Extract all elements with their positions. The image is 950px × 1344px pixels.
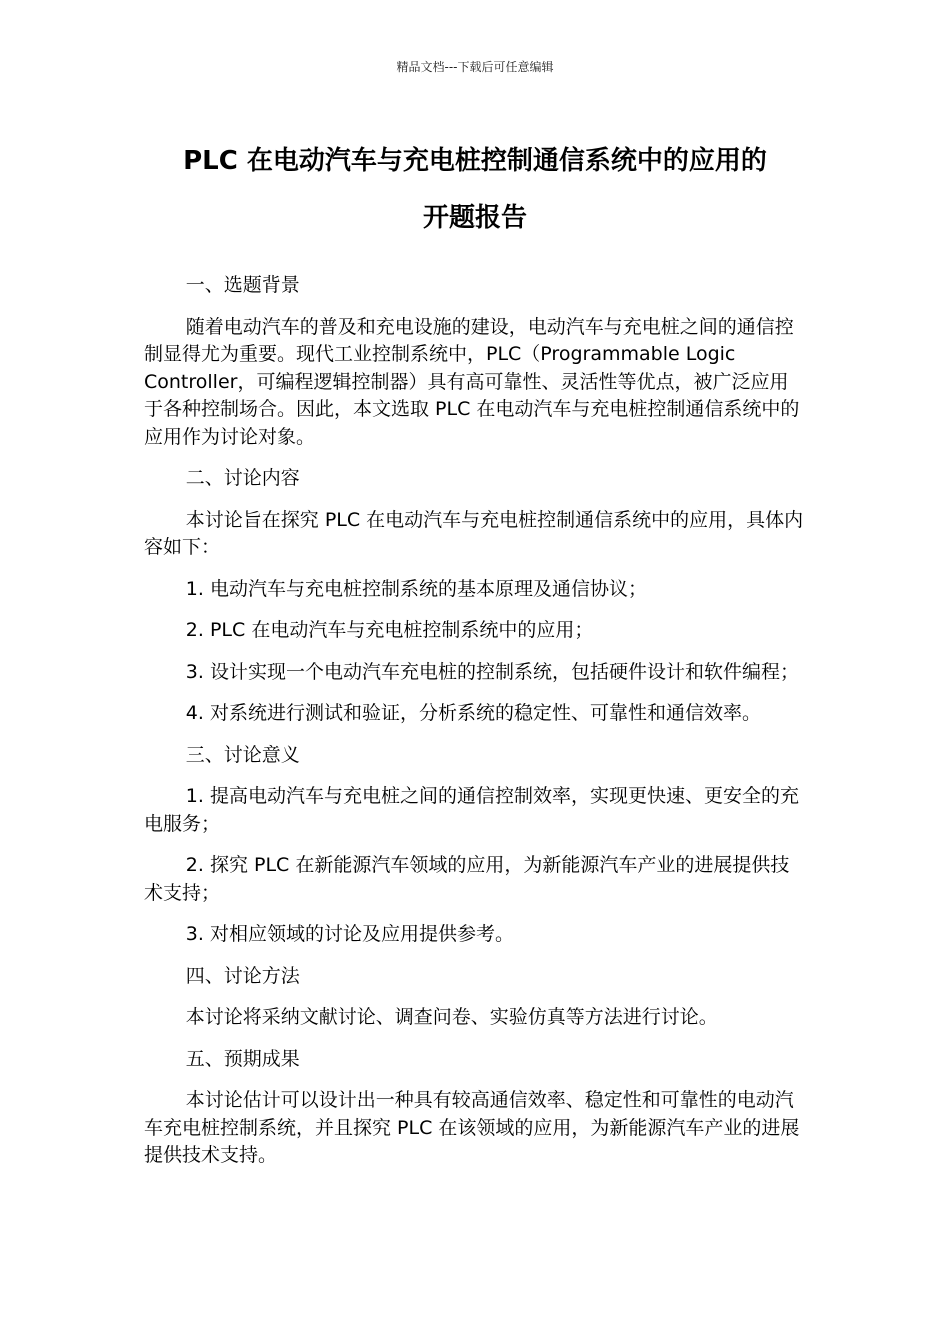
document-title — [120, 133, 830, 247]
title-line-2: 开题报告 — [422, 203, 527, 233]
outcomes-paragraph: 本讨论估计可以设计出一种具有较高通信效率、稳定性和可靠性的电动汽车充电桩控制系统，并且探究 PLC 在该领域的应用，为新能源汽车产业的进展提供技术支持。 — [144, 1089, 800, 1166]
content-item-4: 4. 对系统进行测试和验证，分析系统的稳定性、可靠性和通信效率。 — [185, 702, 761, 724]
significance-item-1: 1. 提高电动汽车与充电桩之间的通信控制效率，实现更快速、更安全的充电服务； — [144, 785, 799, 835]
methods-paragraph: 本讨论将采纳文献讨论、调查问卷、实验仿真等方法进行讨论。 — [185, 1006, 718, 1028]
content-intro-paragraph: 本讨论旨在探究 PLC 在电动汽车与充电桩控制通信系统中的应用，具体内容如下： — [144, 508, 804, 558]
section-heading-outcomes: 五、预期成果 — [185, 1047, 300, 1070]
content-item-2: 2. PLC 在电动汽车与充电桩控制系统中的应用； — [185, 619, 594, 641]
page-header: 精品文档---下载后可任意编辑 — [396, 60, 554, 74]
document-body — [144, 272, 806, 1184]
section-heading-significance: 三、讨论意义 — [185, 743, 300, 766]
background-paragraph: 随着电动汽车的普及和充电设施的建设，电动汽车与充电桩之间的通信控制显得尤为重要。现代工业控制系统中，PLC（Programmable Logic Controller，可编程逻辑控制器）具有高可靠性、灵活性等优点，被广泛应用于各种控制场合。因此，本文选取 PLC 在电动汽车与充电桩控制通信系统中的应用作为讨论对象。 — [144, 315, 800, 448]
content-item-1: 1. 电动汽车与充电桩控制系统的基本原理及通信协议； — [185, 577, 647, 600]
section-heading-background: 一、选题背景 — [185, 274, 300, 296]
content-item-3: 3. 设计实现一个电动汽车充电桩的控制系统，包括硬件设计和软件编程； — [185, 660, 799, 683]
significance-item-2: 2. 探究 PLC 在新能源汽车领域的应用，为新能源汽车产业的进展提供技术支持； — [144, 854, 790, 904]
significance-item-3: 3. 对相应领域的讨论及应用提供参考。 — [185, 923, 514, 945]
section-heading-methods: 四、讨论方法 — [185, 964, 300, 987]
title-line-1: PLC 在电动汽车与充电桩控制通信系统中的应用的 — [183, 146, 767, 176]
section-heading-content: 二、讨论内容 — [185, 467, 300, 489]
